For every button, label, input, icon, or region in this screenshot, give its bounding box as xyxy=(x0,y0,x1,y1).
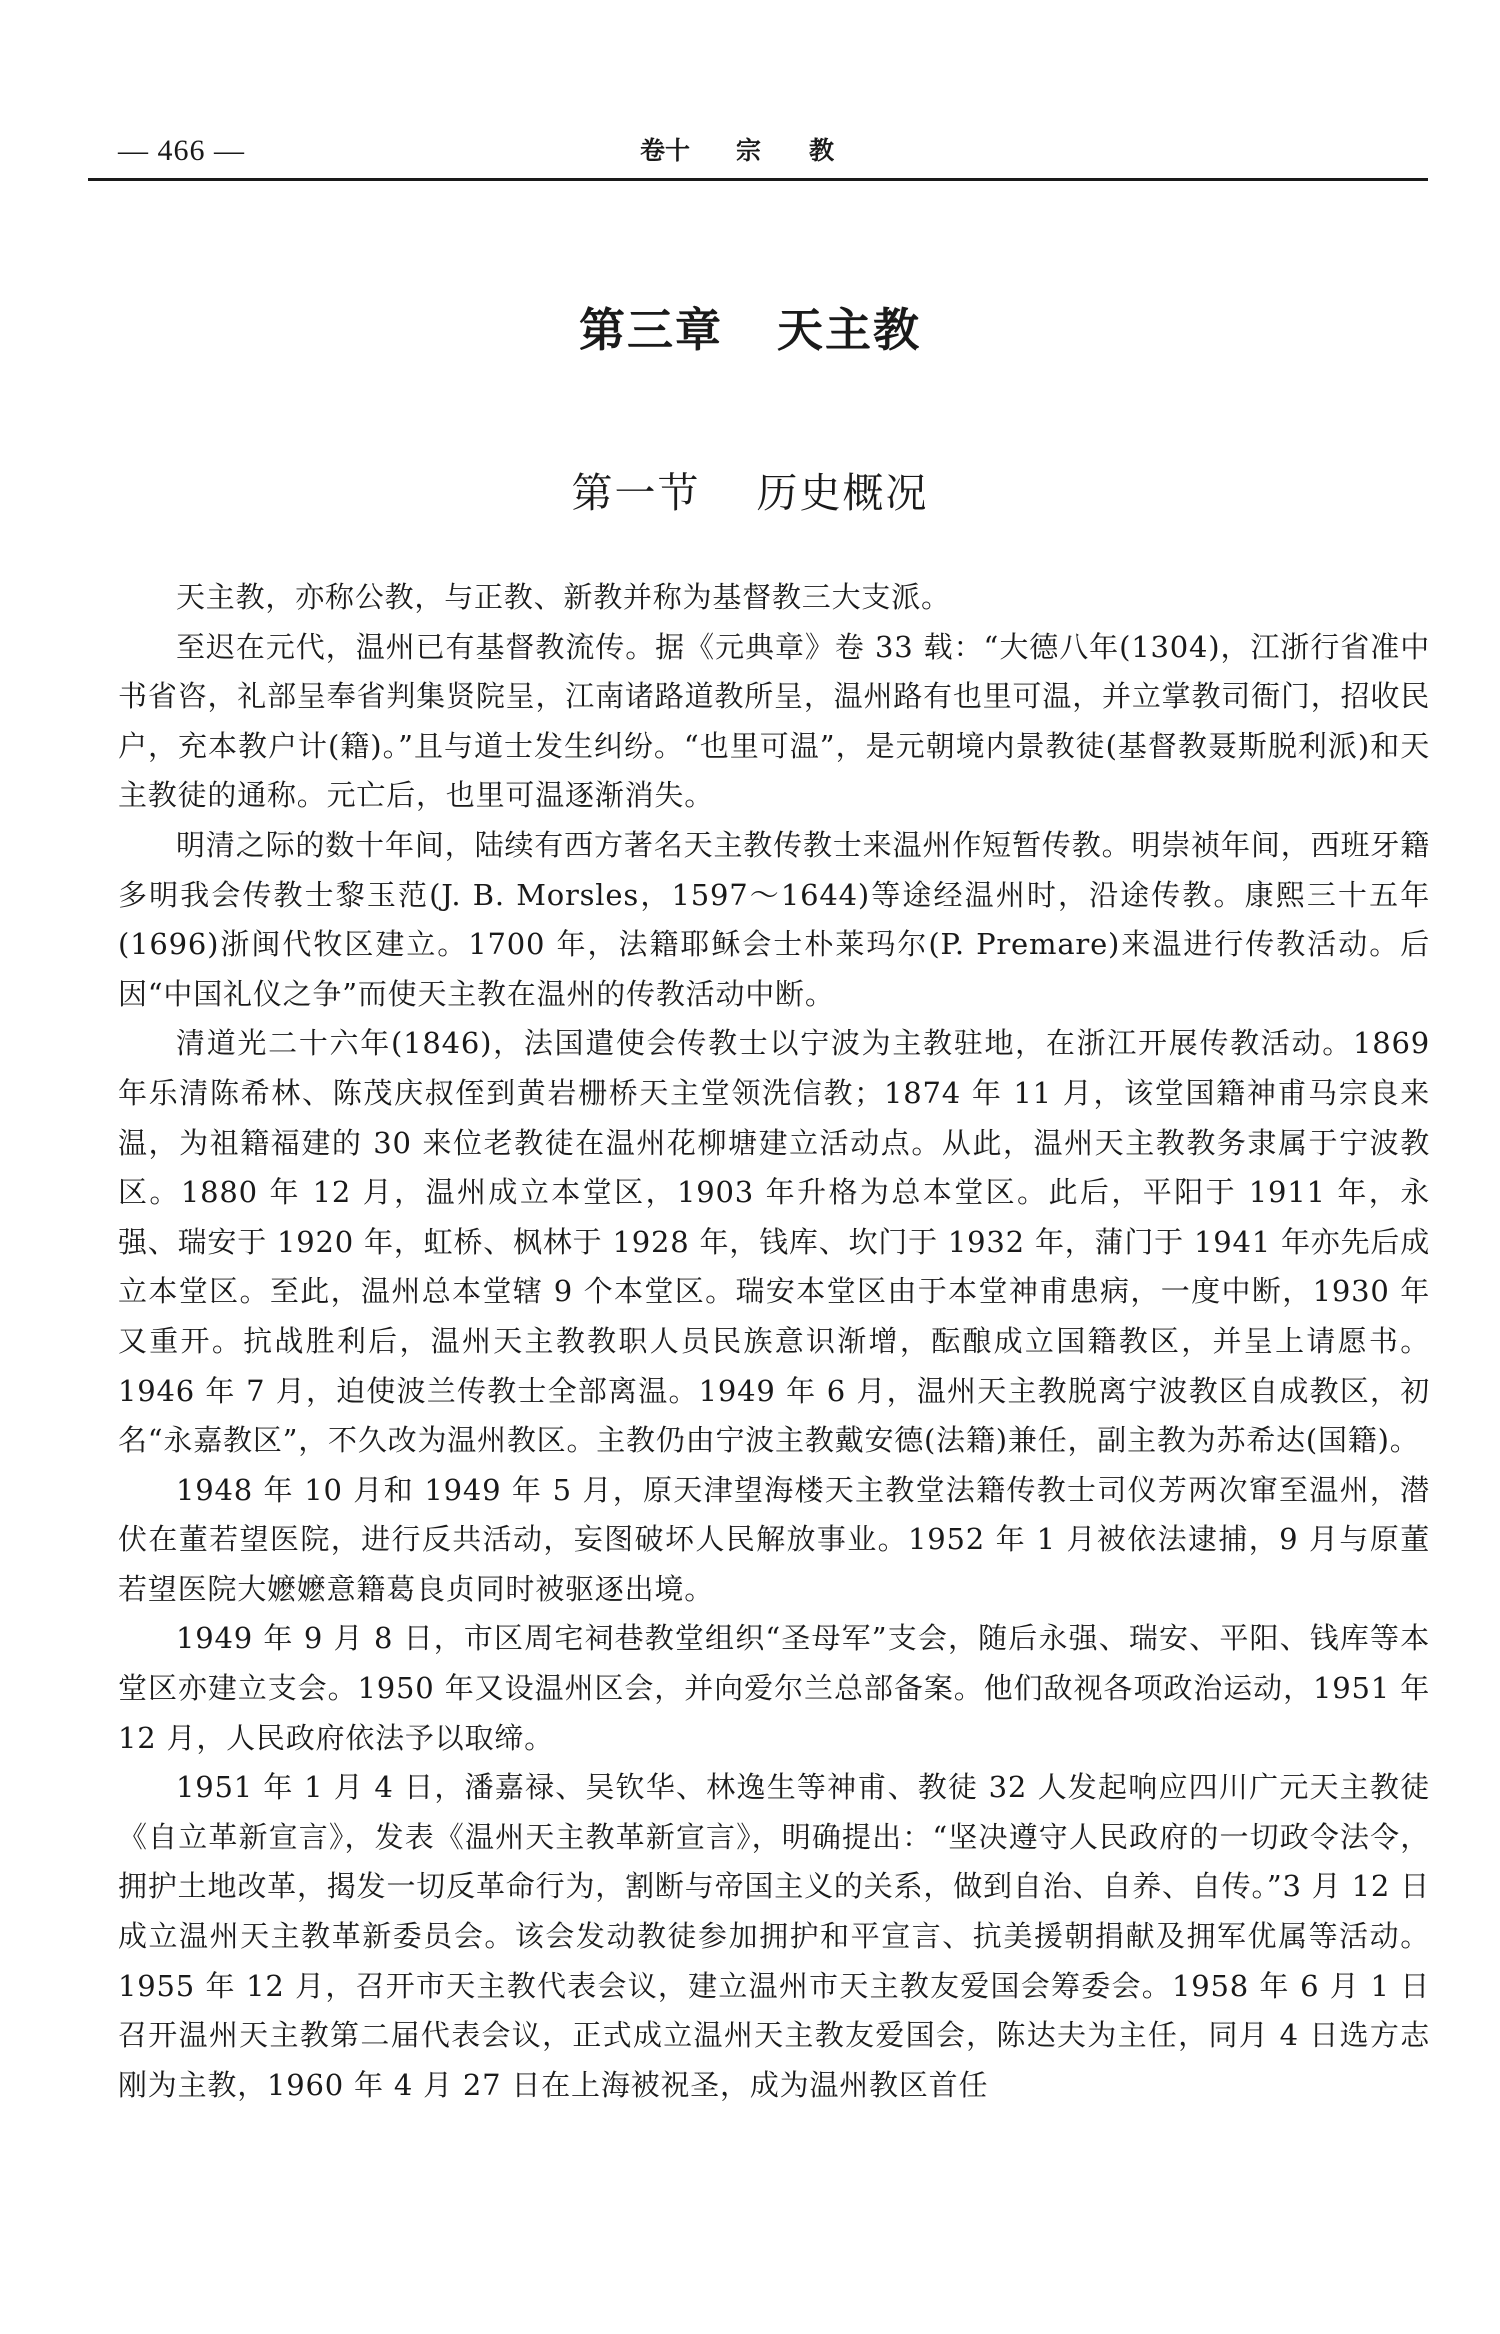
running-header xyxy=(88,128,1428,174)
paragraph-7: 1951 年 1 月 4 日，潘嘉禄、吴钦华、林逸生等神甫、教徒 32 人发起响应四川广元天主教徒《自立革新宣言》，发表《温州天主教革新宣言》，明确提出：“坚决遵守人民政府的一切政令法令，拥护土地改革，揭发一切反革命行为，割断与帝国主义的关系，做到自治、自养、自传。”3 月 12 日成立温州天主教革新委员会。该会发动教徒参加拥护和平宣言、抗美援朝捐献及拥军优属等活动。1955 年 12 月，召开市天主教代表会议，建立温州市天主教友爱国会筹委会。1958 年 6 月 1 日召开温州天主教第二届代表会议，正式成立温州天主教友爱国会，陈达夫为主任，同月 4 日选方志刚为主教，1960 年 4 月 27 日在上海被祝圣，成为温州教区首任 xyxy=(118,1770,1430,2102)
section-label: 第一节 xyxy=(571,469,701,517)
paragraph-1: 天主教，亦称公教，与正教、新教并称为基督教三大支派。 xyxy=(176,580,951,614)
paragraph-2: 至迟在元代，温州已有基督教流传。据《元典章》卷 33 载：“大德八年(1304)，江浙行省准中书省咨，礼部呈奉省判集贤院呈，江南诸路道教所呈，温州路有也里可温，并立掌教司衙门，招收民户，充本教户计(籍)。”且与道士发生纠纷。“也里可温”，是元朝境内景教徒(基督教聂斯脱利派)和天主教徒的通称。元亡后，也里可温逐渐消失。 xyxy=(118,629,1430,813)
paragraph-4: 清道光二十六年(1846)，法国遣使会传教士以宁波为主教驻地，在浙江开展传教活动。1869 年乐清陈希林、陈茂庆叔侄到黄岩栅桥天主堂领洗信教；1874 年 11 月，该堂国籍神甫马宗良来温，为祖籍福建的 30 来位老教徒在温州花柳塘建立活动点。从此，温州天主教教务隶属于宁波教区。1880 年 12 月，温州成立本堂区，1903 年升格为总本堂区。此后，平阳于 1911 年，永强、瑞安于 1920 年，虹桥、枫林于 1928 年，钱库、坎门于 1932 年，蒲门于 1941 年亦先后成立本堂区。至此，温州总本堂辖 9 个本堂区。瑞安本堂区由于本堂神甫患病，一度中断，1930 年又重开。抗战胜利后，温州天主教教职人员民族意识渐增，酝酿成立国籍教区，并呈上请愿书。1946 年 7 月，迫使波兰传教士全部离温。1949 年 6 月，温州天主教脱离宁波教区自成教区，初名“永嘉教区”，不久改为温州教区。主教仍由宁波主教戴安德(法籍)兼任，副主教为苏希达(国籍)。 xyxy=(118,1026,1430,1458)
paragraph-6: 1949 年 9 月 8 日，市区周宅祠巷教堂组织“圣母军”支会，随后永强、瑞安、平阳、钱库等本堂区亦建立支会。1950 年又设温州区会，并向爱尔兰总部备案。他们敌视各项政治运动，1951 年 12 月，人民政府依法予以取缔。 xyxy=(118,1621,1430,1755)
paragraph-3: 明清之际的数十年间，陆续有西方著名天主教传教士来温州作短暂传教。明崇祯年间，西班牙籍多明我会传教士黎玉范(J. B. Morsles，1597～1644)等途经温州时，沿途传教。康熙三十五年(1696)浙闽代牧区建立。1700 年，法籍耶稣会士朴莱玛尔(P. Premare)来温进行传教活动。后因“中国礼仪之争”而使天主教在温州的传教活动中断。 xyxy=(118,827,1430,1011)
running-title-char-1: 宗 xyxy=(736,136,762,165)
paragraph-5: 1948 年 10 月和 1949 年 5 月，原天津望海楼天主教堂法籍传教士司仪芳两次窜至温州，潜伏在董若望医院，进行反共活动，妄图破坏人民解放事业。1952 年 1 月被依法逮捕，9 月与原董若望医院大嬷嬷意籍葛良贞同时被驱逐出境。 xyxy=(118,1472,1430,1606)
running-title-char-2: 教 xyxy=(809,136,835,165)
body-text xyxy=(118,573,1430,2110)
chapter-label: 第三章 xyxy=(579,303,723,357)
section-title xyxy=(0,465,1500,521)
running-title-volume: 卷十 xyxy=(640,136,691,165)
header-rule xyxy=(88,178,1428,181)
chapter-title xyxy=(0,300,1500,360)
section-name: 历史概况 xyxy=(756,469,929,517)
chapter-name: 天主教 xyxy=(777,303,921,357)
running-section-title xyxy=(640,128,834,174)
page-number: — 466 — xyxy=(118,134,245,167)
